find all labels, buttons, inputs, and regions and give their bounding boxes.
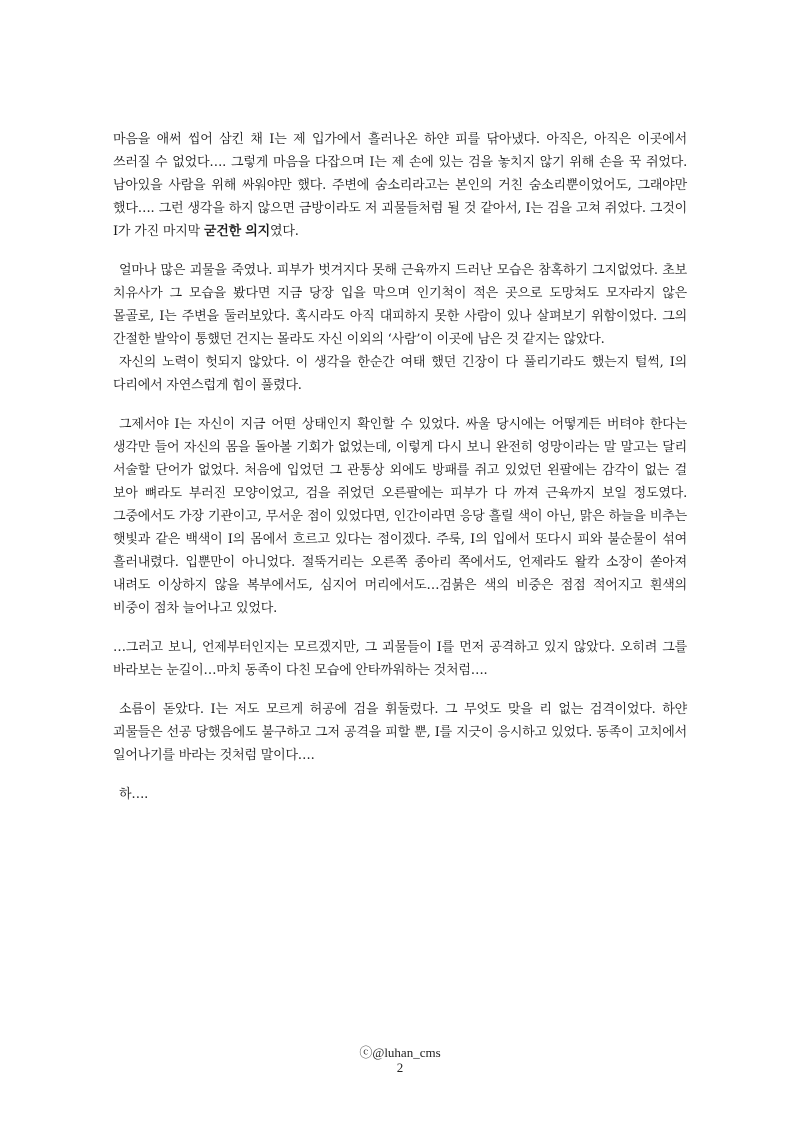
page-number: 2: [396, 1060, 404, 1075]
document-body: [113, 128, 687, 822]
paragraph-7: 하….: [119, 787, 149, 802]
paragraph-1-ending: 였다.: [270, 224, 299, 239]
paragraph-3: 자신의 노력이 헛되지 않았다. 이 생각을 한순간 여태 했던 긴장이 다 풀리기라도 했는지 털썩, I의 다리에서 자연스럽게 힘이 풀렸다.: [113, 355, 687, 393]
paragraph-1-text: 마음을 애써 씹어 삼킨 채 I는 제 입가에서 흘러나온 하얀 피를 닦아냈다. 아직은, 아직은 이곳에서 쓰러질 수 없었다…. 그렇게 마음을 다잡으며 I는 제 손에 있는 검을 놓치지 않기 위해 손을 꾹 쥐었다. 남아있을 사람을 위해 싸워야만 했다. 주변에 숨소리라고는 본인의 거친 숨소리뿐이었어도, 그래야만 했다…. 그런 생각을 하지 않으면 금방이라도 저 괴물들처럼 될 것 같아서, I는 검을 고쳐 쥐었다. 그것이 I가 가진 마지막: [113, 132, 687, 239]
paragraph-1-emphasis: 굳건한 의지: [203, 224, 271, 239]
footer-credit: ⓒ@luhan_cms: [359, 1045, 441, 1060]
paragraph-2: 얼마나 많은 괴물을 죽였나. 피부가 벗겨지다 못해 근육까지 드러난 모습은 참혹하기 그지없었다. 초보 치유사가 그 모습을 봤다면 지금 당장 입을 막으며 인기척이 적은 곳으로 도망쳐도 모자라지 않은 몰골로, I는 주변을 둘러보았다. 혹시라도 아직 대피하지 못한 사람이 있나 살펴보기 위함이었다. 그의 간절한 발악이 통했던 건지는 몰라도 자신 이외의 ‘사람’이 이곳에 남은 것 같지는 않았다.: [113, 263, 687, 347]
paragraph-1: [113, 128, 687, 243]
paragraph-5: …그러고 보니, 언제부터인지는 모르겠지만, 그 괴물들이 I를 먼저 공격하고 있지 않았다. 오히려 그를 바라보는 눈길이…마치 동족이 다친 모습에 안타까워하는 것처럼….: [113, 640, 687, 678]
paragraph-4: 그제서야 I는 자신이 지금 어떤 상태인지 확인할 수 있었다. 싸울 당시에는 어떻게든 버텨야 한다는 생각만 들어 자신의 몸을 돌아볼 기회가 없었는데, 이렇게 다시 보니 완전히 엉망이라는 말 말고는 달리 서술할 단어가 없었다. 처음에 입었던 그 관통상 외에도 방패를 쥐고 있었던 왼팔에는 감각이 없는 걸 보아 뼈라도 부러진 모양이었고, 검을 쥐었던 오른팔에는 피부가 다 까져 근육까지 보일 정도였다. 그중에서도 가장 기관이고, 무서운 점이 있었다면, 인간이라면 응당 흘릴 색이 아닌, 맑은 하늘을 비추는 햇빛과 같은 백색이 I의 몸에서 흐르고 있다는 점이겠다. 주룩, I의 입에서 또다시 피와 불순물이 섞여 흘러내렸다. 입뿐만이 아니었다. 절뚝거리는 오른쪽 종아리 쪽에서도, 언제라도 왈칵 소장이 쏟아져 내려도 이상하지 않을 복부에서도, 심지어 머리에서도…검붉은 색의 비중은 점점 적어지고 흰색의 비중이 점차 늘어나고 있었다.: [113, 417, 687, 616]
paragraph-6: 소름이 돋았다. I는 저도 모르게 허공에 검을 휘둘렀다. 그 무엇도 맞을 리 없는 검격이었다. 하얀 괴물들은 선공 당했음에도 불구하고 그저 공격을 피할 뿐, I를 지긋이 응시하고 있었다. 동족이 고치에서 일어나기를 바라는 것처럼 말이다….: [113, 702, 687, 763]
